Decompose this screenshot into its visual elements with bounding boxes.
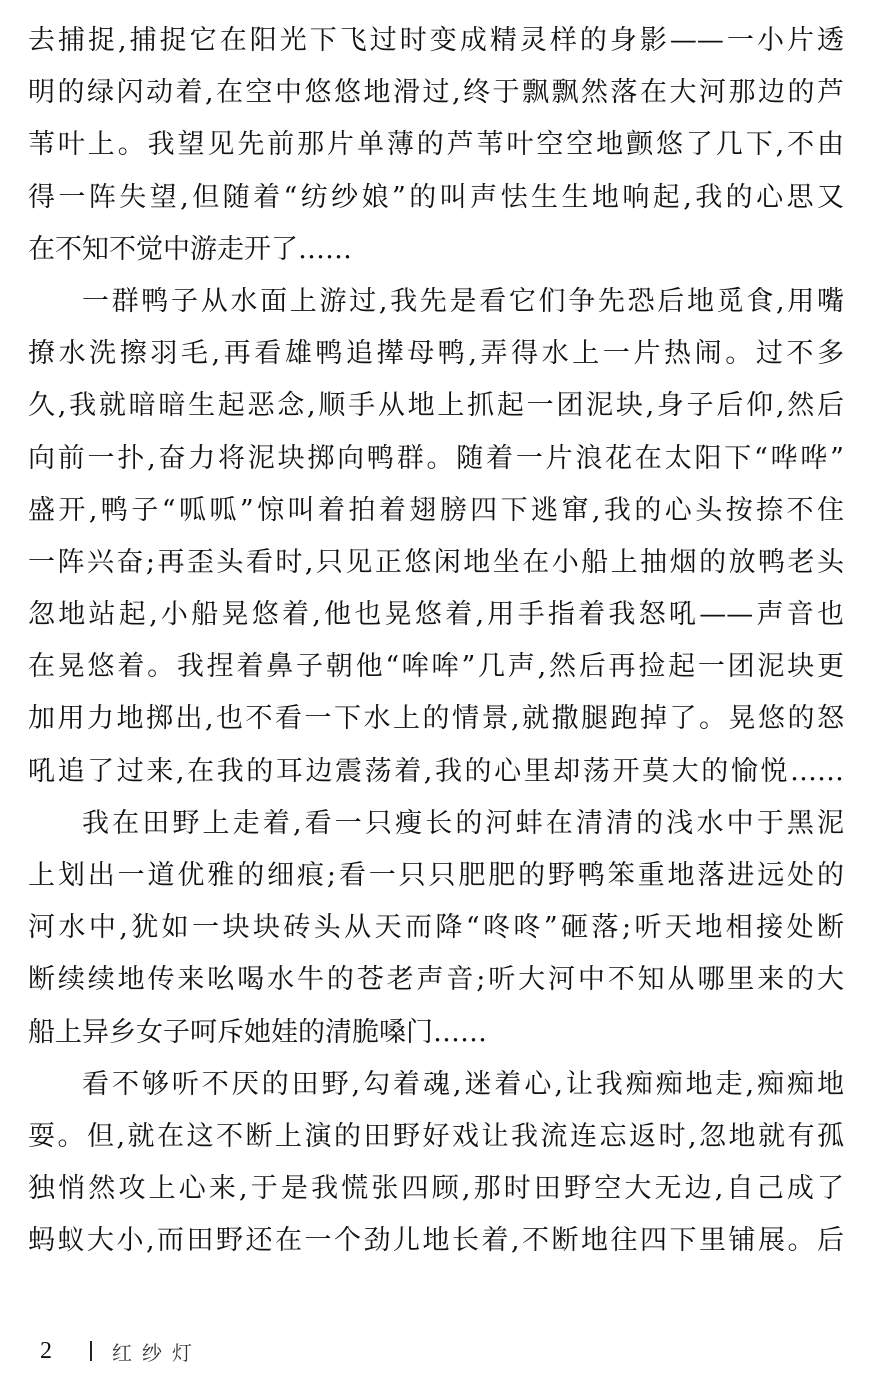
- text-line: 忽地站起,小船晃悠着,他也晃悠着,用手指着我怒吼——声音也: [28, 599, 844, 631]
- text-line: 断续续地传来吆喝水牛的苍老声音;听大河中不知从哪里来的大: [28, 964, 844, 996]
- text-line: 独悄然攻上心来,于是我慌张四顾,那时田野空大无边,自己成了: [28, 1173, 844, 1205]
- text-line: 向前一扑,奋力将泥块掷向鸭群。随着一片浪花在太阳下“哗哗”: [28, 442, 844, 474]
- text-line: 苇叶上。我望见先前那片单薄的芦苇叶空空地颤悠了几下,不由: [28, 129, 844, 161]
- footer-divider: [90, 1341, 92, 1361]
- text-line: 撩水洗擦羽毛,再看雄鸭追撵母鸭,弄得水上一片热闹。过不多: [28, 338, 844, 370]
- text-line: 得一阵失望,但随着“纺纱娘”的叫声怯生生地响起,我的心思又: [28, 181, 844, 213]
- text-line: 河水中,犹如一块块砖头从天而降“咚咚”砸落;听天地相接处断: [28, 912, 844, 944]
- text-line: 一阵兴奋;再歪头看时,只见正悠闲地坐在小船上抽烟的放鸭老头: [28, 546, 844, 578]
- text-line: 吼追了过来,在我的耳边震荡着,我的心里却荡开莫大的愉悦……: [28, 755, 844, 787]
- text-line: 明的绿闪动着,在空中悠悠地滑过,终于飘飘然落在大河那边的芦: [28, 77, 844, 109]
- page-number: 2: [40, 1337, 52, 1364]
- text-line: 一群鸭子从水面上游过,我先是看它们争先恐后地觅食,用嘴: [82, 285, 844, 317]
- body-text: [28, 15, 844, 1268]
- text-line: 蚂蚁大小,而田野还在一个劲儿地长着,不断地往四下里铺展。后: [28, 1225, 844, 1257]
- text-line: 盛开,鸭子“呱呱”惊叫着拍着翅膀四下逃窜,我的心头按捺不住: [28, 494, 844, 526]
- text-line: 在晃悠着。我捏着鼻子朝他“哞哞”几声,然后再捡起一团泥块更: [28, 651, 844, 683]
- text-line: 上划出一道优雅的细痕;看一只只肥肥的野鸭笨重地落进远处的: [28, 860, 844, 891]
- text-line: 加用力地掷出,也不看一下水上的情景,就撒腿跑掉了。晃悠的怒: [28, 703, 844, 735]
- text-line: 久,我就暗暗生起恶念,顺手从地上抓起一团泥块,身子后仰,然后: [28, 390, 844, 422]
- text-line: 船上异乡女子呵斥她娃的清脆嗓门……: [28, 1016, 487, 1048]
- text-line: 我在田野上走着,看一只瘦长的河蚌在清清的浅水中于黑泥: [82, 807, 844, 839]
- page-footer: [40, 1336, 202, 1366]
- running-title: 红纱灯: [112, 1340, 202, 1365]
- text-line: 去捕捉,捕捉它在阳光下飞过时变成精灵样的身影——一小片透: [28, 25, 844, 56]
- text-line: 耍。但,就在这不断上演的田野好戏让我流连忘返时,忽地就有孤: [28, 1120, 844, 1152]
- text-line: 看不够听不厌的田野,勾着魂,迷着心,让我痴痴地走,痴痴地: [82, 1068, 844, 1100]
- text-line: 在不知不觉中游走开了……: [28, 233, 352, 265]
